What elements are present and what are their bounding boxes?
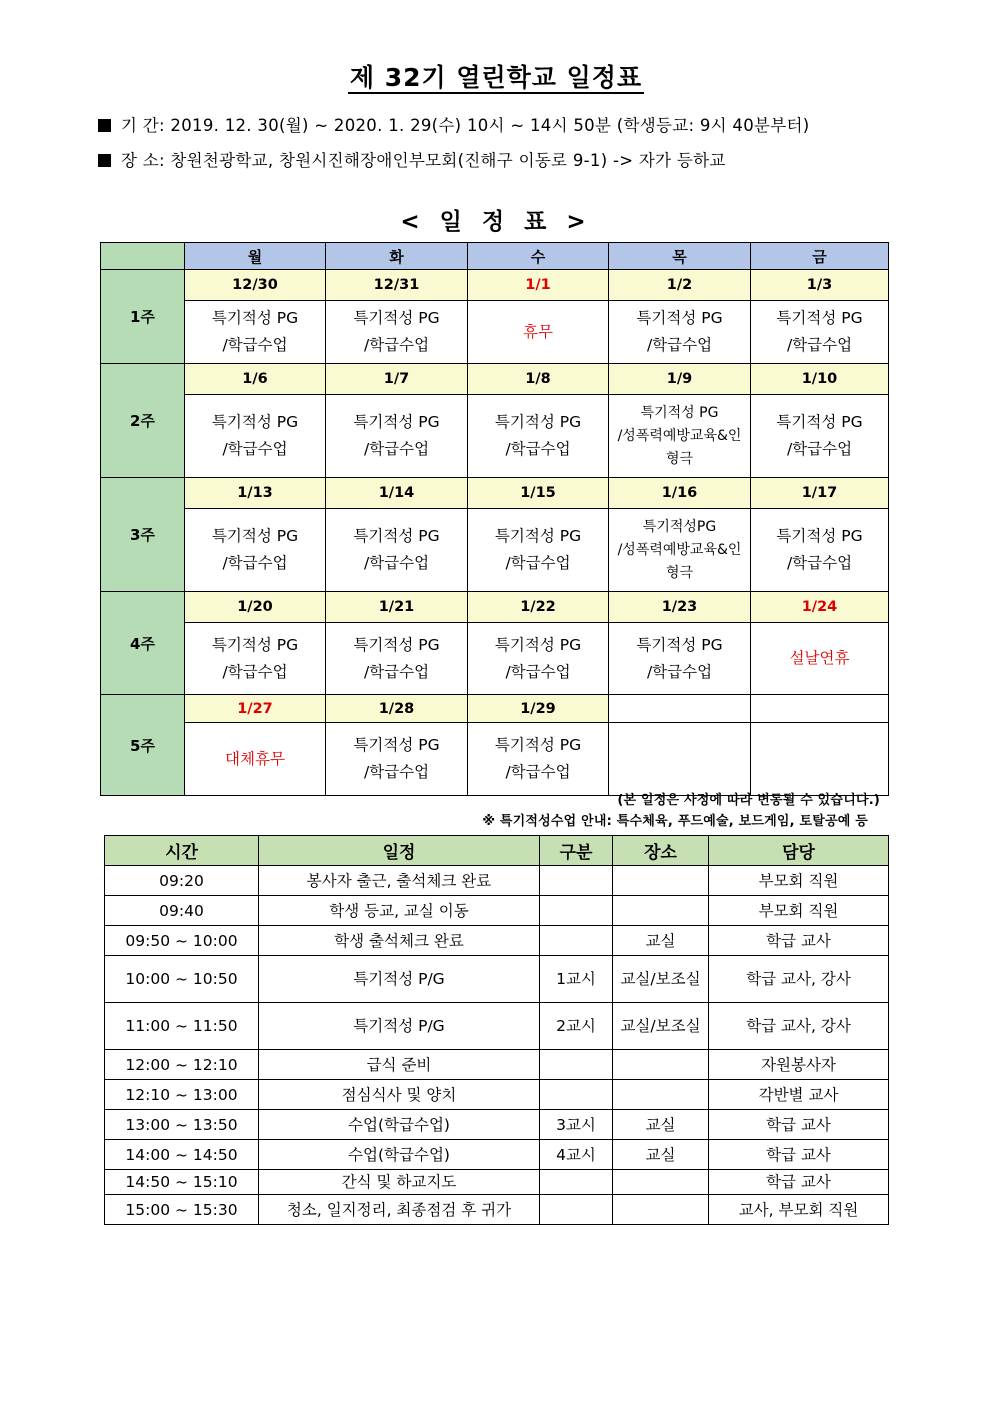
activity-line: 특기적성 PG	[776, 309, 863, 327]
schedule-cell: 11:00 ~ 11:50	[105, 1003, 259, 1050]
header-corner-cell	[101, 243, 185, 270]
activity-cell	[468, 723, 609, 796]
schedule-cell: 14:00 ~ 14:50	[105, 1140, 259, 1170]
schedule-subtitle: < 일 정 표 >	[400, 209, 592, 235]
activity-line: /학급수업	[363, 662, 430, 681]
day-header: 월	[185, 243, 326, 270]
schedule-header-row	[105, 836, 889, 866]
activity-cell	[609, 509, 751, 592]
period-info: 기 간: 2019. 12. 30(월) ~ 2020. 1. 29(수) 10시 ~ 14시 50분 (학생등교: 9시 40분부터)	[98, 112, 809, 136]
schedule-cell: 특기적성 P/G	[259, 1003, 540, 1050]
week-label: 4주	[101, 592, 185, 695]
schedule-cell: 간식 및 하교지도	[259, 1170, 540, 1195]
week-activity-row	[101, 509, 889, 592]
activity-line: /학급수업	[222, 554, 288, 572]
activity-line: 휴무	[523, 322, 553, 341]
activity-line: 특기적성 PG	[353, 413, 440, 431]
date-cell: 12/30	[185, 270, 326, 301]
activity-cell	[185, 623, 326, 695]
schedule-cell: 10:00 ~ 10:50	[105, 956, 259, 1003]
schedule-cell: 봉사자 출근, 출석체크 완료	[259, 866, 540, 896]
activity-cell	[185, 509, 326, 592]
schedule-cell: 학급 교사	[709, 926, 889, 956]
schedule-cell	[613, 896, 709, 926]
schedule-cell: 1교시	[540, 956, 613, 1003]
schedule-cell: 교실/보조실	[613, 1003, 709, 1050]
activity-line: /학급수업	[786, 336, 853, 354]
activity-line: /성폭력예방교육&인	[617, 541, 742, 558]
schedule-cell: 2교시	[540, 1003, 613, 1050]
date-cell: 1/3	[751, 270, 889, 301]
date-cell: 1/7	[326, 364, 468, 395]
schedule-cell: 09:50 ~ 10:00	[105, 926, 259, 956]
schedule-cell	[540, 896, 613, 926]
day-header: 목	[609, 243, 751, 270]
activity-line: /학급수업	[505, 554, 571, 572]
activity-line: 특기적성 PG	[353, 635, 440, 654]
activity-line: /학급수업	[646, 662, 713, 681]
schedule-cell	[540, 1195, 613, 1225]
schedule-cell: 학급 교사, 강사	[709, 1003, 889, 1050]
activity-line: 형극	[665, 450, 694, 467]
schedule-row	[105, 1170, 889, 1195]
weekly-calendar	[100, 242, 889, 796]
schedule-cell: 수업(학급수업)	[259, 1140, 540, 1170]
schedule-cell: 교실	[613, 1140, 709, 1170]
schedule-cell: 학급 교사	[709, 1170, 889, 1195]
activity-cell	[326, 509, 468, 592]
date-cell: 1/21	[326, 592, 468, 623]
week-date-row	[101, 478, 889, 509]
date-cell: 1/28	[326, 695, 468, 723]
place-info: 장 소: 창원천광학교, 창원시진해장애인부모회(진해구 이동로 9-1) -> 자가 등하교	[98, 147, 726, 171]
schedule-row	[105, 866, 889, 896]
activity-line: /학급수업	[363, 336, 430, 354]
daily-schedule-table	[104, 835, 889, 1225]
activity-cell	[751, 395, 889, 478]
activity-line: 특기적성 PG	[640, 404, 719, 421]
schedule-row	[105, 1195, 889, 1225]
activity-line: 특기적성 PG	[211, 527, 299, 545]
schedule-header: 일정	[259, 836, 540, 866]
date-cell: 1/24	[751, 592, 889, 623]
schedule-header: 시간	[105, 836, 259, 866]
activity-line: /성폭력예방교육&인	[617, 427, 742, 444]
date-cell: 1/23	[609, 592, 751, 623]
activity-line: /학급수업	[786, 440, 853, 458]
schedule-cell: 학생 등교, 교실 이동	[259, 896, 540, 926]
activity-line: 특기적성 PG	[211, 635, 299, 654]
schedule-header: 담당	[709, 836, 889, 866]
schedule-cell: 점심식사 및 양치	[259, 1080, 540, 1110]
date-cell: 1/27	[185, 695, 326, 723]
activity-line: /학급수업	[363, 554, 430, 572]
schedule-cell: 12:10 ~ 13:00	[105, 1080, 259, 1110]
schedule-cell	[540, 926, 613, 956]
schedule-row	[105, 1050, 889, 1080]
schedule-row	[105, 1110, 889, 1140]
activity-line: 특기적성 PG	[494, 736, 582, 754]
schedule-cell	[540, 1080, 613, 1110]
activity-cell	[609, 723, 751, 796]
week-label: 3주	[101, 478, 185, 592]
activity-cell	[468, 301, 609, 364]
date-cell: 1/6	[185, 364, 326, 395]
week-date-row	[101, 364, 889, 395]
schedule-cell: 13:00 ~ 13:50	[105, 1110, 259, 1140]
schedule-row	[105, 926, 889, 956]
day-header-row	[101, 243, 889, 270]
schedule-cell: 교사, 부모회 직원	[709, 1195, 889, 1225]
schedule-cell: 15:00 ~ 15:30	[105, 1195, 259, 1225]
date-cell: 1/13	[185, 478, 326, 509]
schedule-cell: 학급 교사	[709, 1140, 889, 1170]
date-cell: 1/22	[468, 592, 609, 623]
activity-cell	[468, 623, 609, 695]
schedule-cell	[540, 866, 613, 896]
date-cell: 1/8	[468, 364, 609, 395]
date-cell: 1/10	[751, 364, 889, 395]
date-cell: 1/2	[609, 270, 751, 301]
activity-line: /학급수업	[505, 440, 571, 458]
schedule-row	[105, 896, 889, 926]
activity-line: /학급수업	[222, 440, 288, 458]
schedule-row	[105, 1003, 889, 1050]
activity-line: /학급수업	[222, 662, 288, 681]
week-date-row	[101, 695, 889, 723]
activity-line: /학급수업	[505, 662, 571, 681]
schedule-cell: 부모회 직원	[709, 866, 889, 896]
activity-cell	[185, 723, 326, 796]
class-guide: ※ 특기적성수업 안내: 특수체육, 푸드예술, 보드게임, 토탈공예 등	[482, 814, 868, 829]
date-cell: 1/1	[468, 270, 609, 301]
schedule-cell: 교실	[613, 926, 709, 956]
activity-line: 특기적성 PG	[776, 413, 863, 431]
activity-line: 특기적성 PG	[494, 635, 582, 654]
activity-cell	[609, 623, 751, 695]
activity-line: /학급수업	[646, 336, 713, 354]
activity-line: 설날연휴	[789, 649, 850, 667]
schedule-cell: 청소, 일지정리, 최종점검 후 귀가	[259, 1195, 540, 1225]
date-cell: 1/15	[468, 478, 609, 509]
activity-cell	[609, 395, 751, 478]
activity-line: 특기적성 PG	[211, 413, 299, 431]
activity-cell	[326, 623, 468, 695]
activity-line: /학급수업	[505, 763, 571, 781]
date-cell: 1/29	[468, 695, 609, 723]
week-date-row	[101, 592, 889, 623]
schedule-cell	[613, 1080, 709, 1110]
schedule-cell: 14:50 ~ 15:10	[105, 1170, 259, 1195]
activity-line: 특기적성 PG	[353, 736, 440, 754]
schedule-cell: 교실/보조실	[613, 956, 709, 1003]
date-cell: 1/20	[185, 592, 326, 623]
week-label: 1주	[101, 270, 185, 364]
week-activity-row	[101, 395, 889, 478]
activity-cell	[326, 723, 468, 796]
date-cell: 1/9	[609, 364, 751, 395]
schedule-cell	[540, 1170, 613, 1195]
schedule-cell	[613, 866, 709, 896]
activity-cell	[751, 723, 889, 796]
change-notice: (본 일정은 사정에 따라 변동될 수 있습니다.)	[617, 793, 880, 808]
schedule-cell	[613, 1170, 709, 1195]
activity-line: 특기적성 PG	[494, 413, 582, 431]
activity-line: /학급수업	[363, 763, 430, 781]
week-activity-row	[101, 623, 889, 695]
date-cell: 1/16	[609, 478, 751, 509]
schedule-cell: 3교시	[540, 1110, 613, 1140]
schedule-cell	[613, 1195, 709, 1225]
activity-line: 대체휴무	[225, 749, 285, 768]
activity-line: 특기적성 PG	[636, 635, 723, 654]
schedule-cell: 특기적성 P/G	[259, 956, 540, 1003]
activity-line: 특기적성PG	[642, 518, 717, 535]
date-cell: 1/14	[326, 478, 468, 509]
activity-line: /학급수업	[363, 440, 430, 458]
schedule-row	[105, 956, 889, 1003]
activity-cell	[185, 301, 326, 364]
activity-cell	[326, 395, 468, 478]
schedule-cell: 부모회 직원	[709, 896, 889, 926]
schedule-cell	[540, 1050, 613, 1080]
activity-line: 특기적성 PG	[494, 527, 582, 545]
activity-line: 특기적성 PG	[636, 309, 723, 327]
week-activity-row	[101, 723, 889, 796]
activity-line: 특기적성 PG	[353, 309, 440, 327]
activity-cell	[751, 623, 889, 695]
activity-line: 형극	[665, 564, 694, 581]
schedule-cell: 급식 준비	[259, 1050, 540, 1080]
square-bullet-icon	[98, 119, 111, 132]
schedule-cell: 자원봉사자	[709, 1050, 889, 1080]
day-header: 금	[751, 243, 889, 270]
activity-line: 특기적성 PG	[211, 309, 299, 327]
activity-line: /학급수업	[786, 554, 853, 572]
schedule-cell: 각반별 교사	[709, 1080, 889, 1110]
week-activity-row	[101, 301, 889, 364]
activity-cell	[609, 301, 751, 364]
schedule-cell: 09:40	[105, 896, 259, 926]
activity-line: 특기적성 PG	[353, 527, 440, 545]
schedule-cell: 학생 출석체크 완료	[259, 926, 540, 956]
activity-line: /학급수업	[222, 336, 288, 354]
schedule-header: 장소	[613, 836, 709, 866]
schedule-cell: 12:00 ~ 12:10	[105, 1050, 259, 1080]
document-title: 제 32기 열린학교 일정표	[349, 63, 643, 92]
date-cell	[751, 695, 889, 723]
activity-cell	[185, 395, 326, 478]
day-header: 화	[326, 243, 468, 270]
schedule-cell	[613, 1050, 709, 1080]
activity-cell	[326, 301, 468, 364]
activity-line: 특기적성 PG	[776, 527, 863, 545]
day-header: 수	[468, 243, 609, 270]
schedule-cell: 4교시	[540, 1140, 613, 1170]
activity-cell	[468, 395, 609, 478]
date-cell: 1/17	[751, 478, 889, 509]
date-cell: 12/31	[326, 270, 468, 301]
activity-cell	[468, 509, 609, 592]
schedule-row	[105, 1080, 889, 1110]
activity-cell	[751, 509, 889, 592]
week-label: 5주	[101, 695, 185, 796]
week-date-row	[101, 270, 889, 301]
schedule-cell: 수업(학급수업)	[259, 1110, 540, 1140]
schedule-row	[105, 1140, 889, 1170]
schedule-cell: 학급 교사, 강사	[709, 956, 889, 1003]
activity-cell	[751, 301, 889, 364]
schedule-cell: 09:20	[105, 866, 259, 896]
schedule-cell: 학급 교사	[709, 1110, 889, 1140]
week-label: 2주	[101, 364, 185, 478]
square-bullet-icon	[98, 154, 111, 167]
schedule-cell: 교실	[613, 1110, 709, 1140]
date-cell	[609, 695, 751, 723]
schedule-header: 구분	[540, 836, 613, 866]
